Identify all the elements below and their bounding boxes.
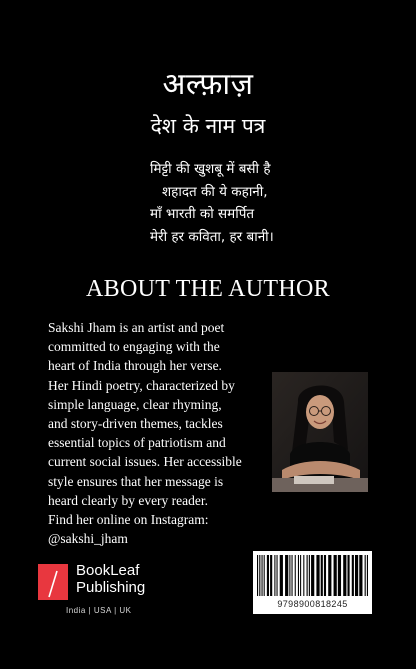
bio-line: heart of India through her verse.	[48, 358, 222, 374]
barcode-bar	[270, 555, 272, 596]
poem-line: शहादत की ये कहानी,	[162, 183, 268, 200]
author-photo-illustration	[272, 372, 368, 492]
poem-line: माँ भारती को समर्पित	[150, 206, 255, 222]
barcode-bar	[359, 555, 362, 596]
bio-line: current social issues. Her accessible	[48, 454, 242, 470]
publisher-logo	[38, 562, 198, 622]
barcode-bar	[343, 555, 346, 596]
barcode-bar	[365, 555, 366, 596]
barcode-bar	[298, 555, 299, 596]
barcode-bar	[309, 555, 310, 596]
bio-line: simple language, clear rhyming,	[48, 396, 222, 412]
bio-line: Find her online on Instagram:	[48, 512, 209, 528]
bio-line: heard clearly by every reader.	[48, 492, 209, 508]
publisher-name	[76, 562, 145, 596]
barcode-bar	[347, 555, 349, 596]
barcode-bar	[321, 555, 323, 596]
barcode-bar	[352, 555, 354, 596]
publisher-regions: India | USA | UK	[66, 606, 132, 615]
bio-line: Her Hindi poetry, characterized by	[48, 377, 235, 393]
barcode-bar	[280, 555, 283, 596]
barcode-bars	[257, 555, 368, 596]
barcode-bar	[257, 555, 258, 596]
barcode-bar	[311, 555, 314, 596]
barcode-bar	[367, 555, 368, 596]
barcode-bar	[289, 555, 290, 596]
bio-line: and story-driven themes, tackles	[48, 416, 223, 432]
bio-line: Sakshi Jham is an artist and poet	[48, 320, 225, 335]
barcode-bar	[262, 555, 263, 596]
publisher-name-line1: BookLeaf	[76, 562, 140, 579]
slash-icon	[47, 570, 59, 598]
isbn-number: 9798900818245	[277, 599, 348, 609]
barcode-bar	[292, 555, 293, 596]
barcode-bar	[259, 555, 260, 596]
barcode-bar	[316, 555, 319, 596]
barcode-bar	[277, 555, 278, 596]
book-title: अल्फ़ाज़	[162, 67, 254, 102]
bio-line: essential topics of patriotism and	[48, 435, 226, 451]
barcode-bar	[274, 555, 275, 596]
instagram-handle: @sakshi_jham	[48, 531, 128, 547]
barcode-bar	[307, 555, 308, 596]
poem-excerpt	[150, 158, 390, 248]
poem-line: मेरी हर कविता, हर बानी।	[150, 228, 274, 245]
barcode-bar	[355, 555, 358, 596]
barcode-bar	[334, 555, 337, 596]
publisher-logo-mark	[38, 564, 68, 600]
barcode-bar	[300, 555, 301, 596]
author-photo	[272, 372, 368, 492]
barcode	[253, 551, 372, 614]
bio-line: style ensures that her message is	[48, 473, 224, 489]
poem-line: मिट्टी की खुशबू में बसी है	[150, 161, 271, 177]
publisher-name-line2: Publishing	[76, 579, 146, 596]
barcode-bar	[303, 555, 304, 596]
barcode-bar	[295, 555, 296, 596]
barcode-bar	[338, 555, 341, 596]
barcode-bar	[264, 555, 265, 596]
author-bio	[48, 318, 268, 548]
about-author-heading: ABOUT THE AUTHOR	[86, 276, 330, 302]
barcode-bar	[267, 555, 269, 596]
barcode-bar	[324, 555, 326, 596]
book-subtitle: देश के नाम पत्र	[150, 114, 266, 138]
barcode-bar	[285, 555, 288, 596]
bio-line: committed to engaging with the	[48, 339, 220, 355]
barcode-bar	[328, 555, 331, 596]
